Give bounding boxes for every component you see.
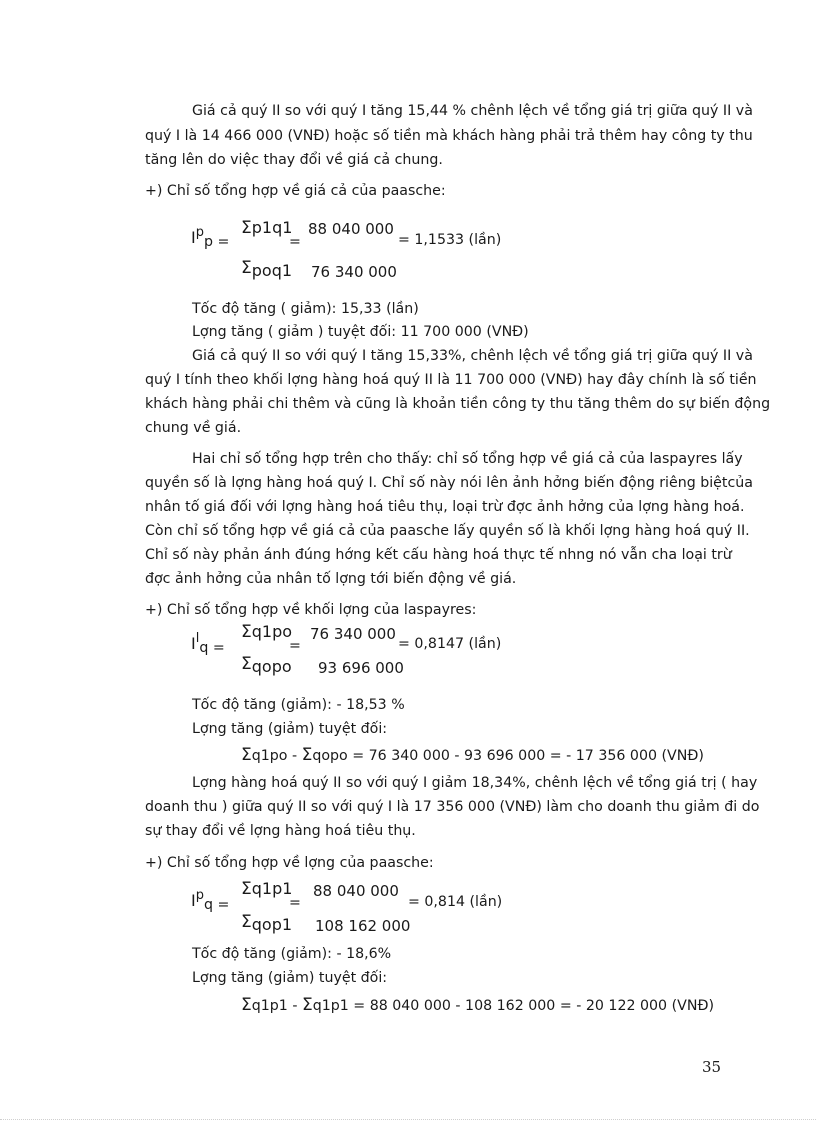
paragraph-3-line-4: Còn chỉ số tổng hợp về giá cả của paasche lấy quyền số là khối lợng hàng hoá quý II.: [145, 523, 750, 539]
paragraph-3-line-3: nhân tố giá đối với lợng hàng hoá tiêu thụ, loại trừ đợc ảnh hởng của lợng hàng hoá.: [145, 499, 745, 515]
heading-laspayres-qty: +) Chỉ số tổng hợp về khối lợng của laspayres:: [145, 602, 477, 618]
speed-change-2: Tốc độ tăng (giảm): - 18,53 %: [192, 697, 405, 713]
paragraph-2-line-1: Giá cả quý II so với quý I tăng 15,33%, chênh lệch về tổng giá trị giữa quý II và: [192, 348, 753, 364]
heading-paasche-qty: +) Chỉ số tổng hợp về lợng của paasche:: [145, 855, 434, 871]
paragraph-4-line-2: doanh thu ) giữa quý II so với quý I là 17 356 000 (VNĐ) làm cho doanh thu giảm đi do: [145, 799, 760, 815]
numerator-sum: Σq1p1: [241, 879, 293, 899]
speed-change-1: Tốc độ tăng ( giảm): 15,33 (lần): [192, 301, 419, 317]
absolute-change-3-label: Lợng tăng (giảm) tuyệt đối:: [192, 970, 388, 986]
index-symbol: Ipp =: [191, 225, 230, 250]
speed-change-3: Tốc độ tăng (giảm): - 18,6%: [192, 946, 392, 962]
paragraph-4-line-3: sự thay đổi về lợng hàng hoá tiêu thụ.: [145, 823, 416, 839]
paragraph-2-line-4: chung về giá.: [145, 420, 242, 436]
paragraph-2-line-2: quý I tính theo khối lợng hàng hoá quý II là 11 700 000 (VNĐ) hay đây chính là số tiền: [145, 372, 757, 388]
formula-result: = 0,8147 (lần): [398, 636, 502, 652]
numerator-sum: Σp1q1: [241, 218, 293, 238]
numerator-value: 88 040 000: [308, 220, 394, 238]
absolute-change-2-label: Lợng tăng (giảm) tuyệt đối:: [192, 721, 388, 737]
formula-result: = 0,814 (lần): [408, 894, 503, 910]
denominator-sum: Σqopo: [241, 654, 292, 676]
index-symbol: Ipq =: [191, 888, 230, 913]
paragraph-3-line-6: đợc ảnh hởng của nhân tố lợng tới biến động về giá.: [145, 571, 517, 587]
equals-sign: =: [289, 895, 301, 911]
paragraph-3-line-2: quyền số là lợng hàng hoá quý I. Chỉ số này nói lên ảnh hởng biến động riêng biệtcủa: [145, 475, 753, 491]
absolute-change-2-formula: Σq1po - Σqopo = 76 340 000 - 93 696 000 = - 17 356 000 (VNĐ): [241, 745, 704, 765]
equals-sign: =: [289, 638, 301, 654]
page-bottom-rule: [0, 1119, 816, 1120]
paragraph-2-line-3: khách hàng phải chi thêm và cũng là khoản tiền công ty thu tăng thêm do sự biến động: [145, 396, 771, 412]
paragraph-1-line-2: quý I là 14 466 000 (VNĐ) hoặc số tiền mà khách hàng phải trả thêm hay công ty thu: [145, 128, 753, 144]
equals-sign: =: [289, 234, 301, 250]
denominator-value: 93 696 000: [318, 659, 404, 677]
paragraph-4-line-1: Lợng hàng hoá quý II so với quý I giảm 18,34%, chênh lệch về tổng giá trị ( hay: [192, 775, 758, 791]
paragraph-1-line-3: tăng lên do việc thay đổi về giá cả chung.: [145, 152, 443, 168]
numerator-value: 76 340 000: [310, 625, 396, 643]
index-symbol: Ilq =: [191, 631, 225, 656]
denominator-value: 76 340 000: [311, 263, 397, 281]
heading-paasche-price: +) Chỉ số tổng hợp về giá cả của paasche:: [145, 183, 446, 199]
page-number: 35: [702, 1058, 722, 1076]
numerator-value: 88 040 000: [313, 882, 399, 900]
paragraph-1-line-1: Giá cả quý II so với quý I tăng 15,44 % chênh lệch về tổng giá trị giữa quý II và: [192, 103, 753, 119]
formula-result: = 1,1533 (lần): [398, 232, 502, 248]
absolute-change-1: Lợng tăng ( giảm ) tuyệt đối: 11 700 000 (VNĐ): [192, 324, 529, 340]
denominator-sum: Σqop1: [241, 912, 293, 934]
denominator-value: 108 162 000: [315, 917, 411, 935]
numerator-sum: Σq1po: [241, 622, 293, 642]
denominator-sum: Σpoq1: [241, 258, 293, 280]
paragraph-3-line-1: Hai chỉ số tổng hợp trên cho thấy: chỉ số tổng hợp về giá cả của laspayres lấy: [192, 451, 743, 467]
paragraph-3-line-5: Chỉ số này phản ánh đúng hớng kết cấu hàng hoá thực tế nhng nó vẫn cha loại trừ: [145, 547, 732, 563]
absolute-change-3-formula: Σq1p1 - Σq1p1 = 88 040 000 - 108 162 000 = - 20 122 000 (VNĐ): [241, 995, 714, 1015]
